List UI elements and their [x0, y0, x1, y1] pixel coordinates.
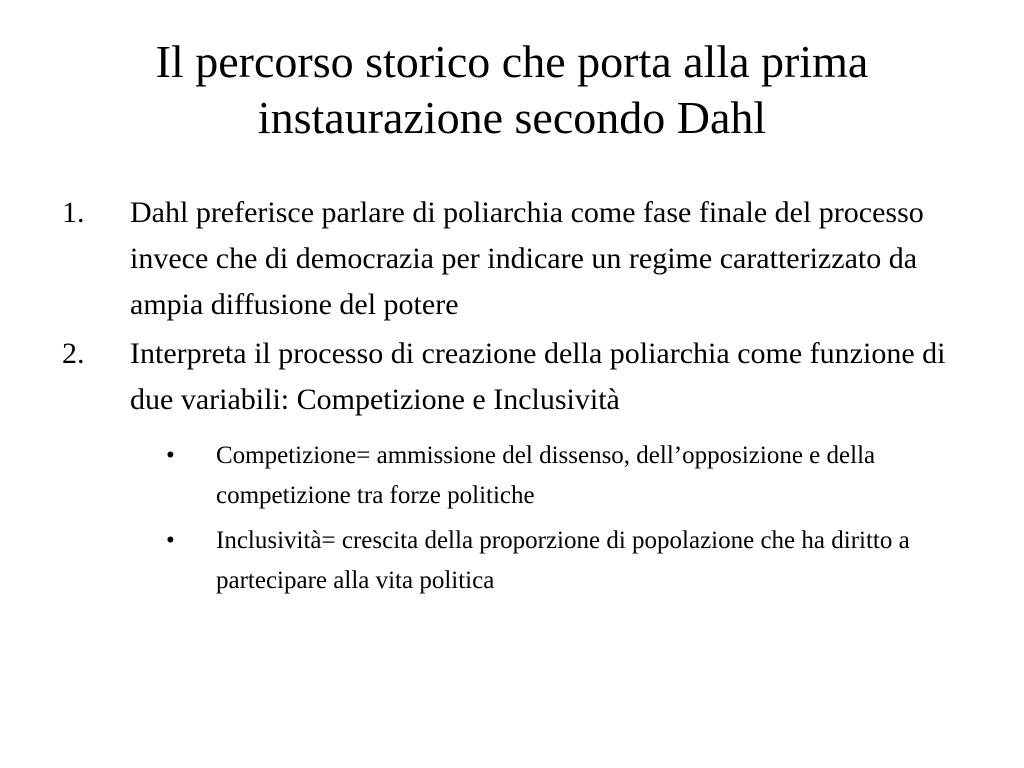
- bullet-icon: •: [166, 527, 175, 554]
- numbered-list: [0, 190, 1024, 606]
- bullet-list: [130, 436, 984, 601]
- bullet-icon: •: [166, 442, 175, 469]
- bullet-item: [130, 436, 984, 516]
- list-item: [0, 190, 1024, 328]
- slide-title: Il percorso storico che porta alla prima instaurazione secondo Dahl: [155, 36, 869, 143]
- list-item-text: Dahl preferisce parlare di poliarchia come fase finale del processo invece che di democrazia per indicare un regime caratterizzato da ampia diffusione del potere: [130, 196, 924, 321]
- list-item: [0, 331, 1024, 601]
- bullet-item-text: Competizione= ammissione del dissenso, dell’opposizione e della competizione tra forze politiche: [216, 442, 876, 509]
- list-item-text: Interpreta il processo di creazione della poliarchia come funzione di due variabili: Competizione e Inclusività: [130, 337, 946, 416]
- list-number: 2.: [62, 337, 85, 370]
- bullet-item: [130, 521, 984, 601]
- bullet-item-text: Inclusività= crescita della proporzione di popolazione che ha diritto a partecipare alla vita politica: [216, 527, 910, 594]
- list-number: 1.: [62, 196, 85, 229]
